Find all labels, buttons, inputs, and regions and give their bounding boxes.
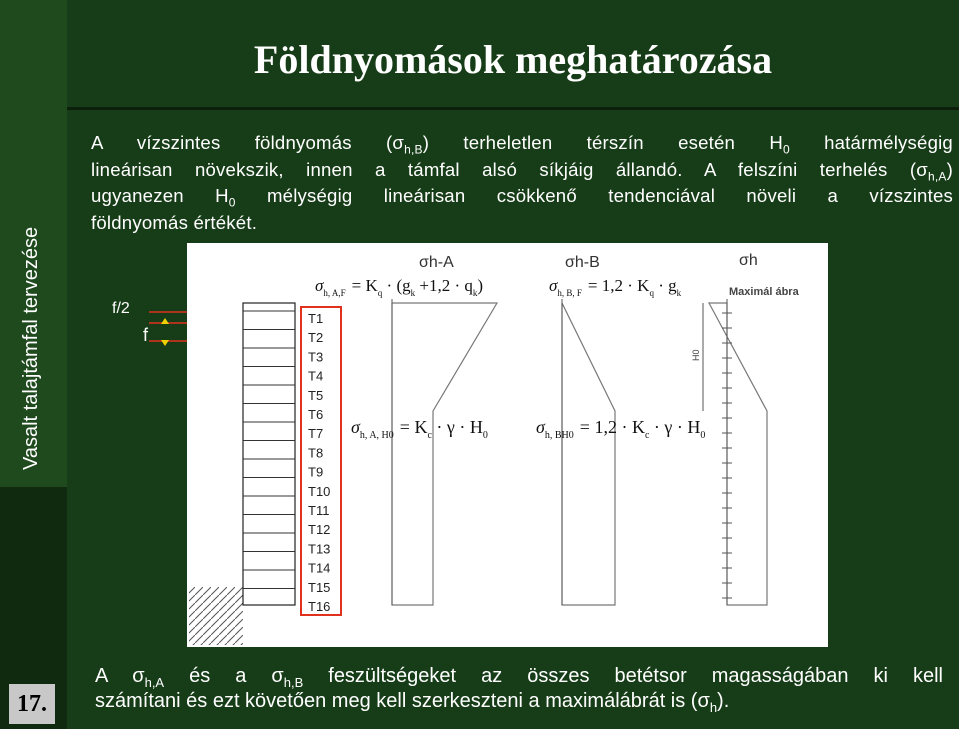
layer-label: T3 <box>308 349 324 365</box>
svg-text:σh, A, H0= Kc · γ · H0: $\sigma_{h, A, H0} = K_c \cdot \gamma \cdot H_0$ <box>351 417 488 441</box>
sidebar-title: Vasalt talajtámfal tervezése <box>20 226 42 470</box>
diagram-sigma-h-b <box>562 303 615 605</box>
layer-label: T10 <box>308 483 331 499</box>
layer-label: T8 <box>308 445 324 461</box>
paragraph-line-2: lineárisan növekszik, innen a támfal alsó síkjáig állandó. A felszíni terhelés $(\sigma_{h,A})$ <box>91 158 953 184</box>
paragraph-line-4: földnyomás értékét. <box>91 211 258 233</box>
title-divider <box>67 107 959 110</box>
header-sigma-h-b: σh-B <box>565 254 600 271</box>
max-diagram-label: Maximál ábra <box>729 286 799 298</box>
layer-label: T14 <box>308 560 331 576</box>
layer-label: T7 <box>308 426 324 442</box>
header-sigma-h-a: σh-A <box>419 254 454 271</box>
diagram-max <box>709 303 767 605</box>
header-sigma-h: σh <box>739 252 758 269</box>
layer-label: T4 <box>308 368 324 384</box>
layer-label: T1 <box>308 311 324 326</box>
layer-label: T2 <box>308 330 324 346</box>
bottom-line-1: A $\sigma_{h,A}$ és a $\sigma_{h,B}$ feszültségeket az összes betétsor magasságában ki kell <box>95 665 944 690</box>
paragraph-line-1: A vízszintes földnyomás $(\sigma_{h,B})$ terheletlen térszín esetén $H_0$ határmélységig <box>91 132 953 157</box>
svg-text:σh, B, F= 1,2 · Kq · gk: $\sigma_{h, B, F} = 1,2 \cdot K_q \cdot g_k$ <box>549 276 682 298</box>
soil-hatch <box>189 587 243 645</box>
diagram-sigma-h-a <box>392 303 497 605</box>
f-half-label: f/2 <box>112 300 130 317</box>
paragraph-line-3: ugyanezen $H_0$ mélységig lineárisan csökkenő tendenciával növeli a vízszintes <box>91 185 953 210</box>
layer-label: T12 <box>308 522 331 538</box>
layer-label: T6 <box>308 407 324 422</box>
bottom-line-2: számítani és ezt követően meg kell szerkeszteni a maximálábrát is $(\sigma_h)$. <box>95 690 730 715</box>
svg-text:σh, A,F= Kq · (gk +1,2 · qk): $\sigma_{h, A,F} = K_q \cdot (g_k +1,2 \cdot q_k)$ <box>315 276 484 298</box>
layer-label: T16 <box>308 599 331 614</box>
sidebar <box>0 0 67 729</box>
equation-top-b <box>549 276 682 298</box>
svg-text:σh, BH0= 1,2 · Kc · γ · H0: $\sigma_{h, BH0} = 1,2 \cdot K_c \cdot \gamma \cdot H_0$ <box>536 417 706 441</box>
page-title: Földnyomások meghatározása <box>253 37 773 82</box>
page-number: 17. <box>9 684 55 724</box>
layer-labels <box>308 311 330 614</box>
earth-pressure-figure <box>187 243 828 647</box>
intro-paragraph <box>91 130 953 236</box>
equation-top-a <box>315 276 483 298</box>
layer-label: T15 <box>308 579 331 595</box>
layer-label: T9 <box>308 464 324 480</box>
h0-label: H0 <box>691 349 701 361</box>
layer-label: T13 <box>308 541 331 557</box>
layer-label: T11 <box>308 503 330 518</box>
f-label: f <box>143 325 149 345</box>
layer-label: T5 <box>308 387 324 403</box>
bottom-paragraph <box>95 664 943 714</box>
